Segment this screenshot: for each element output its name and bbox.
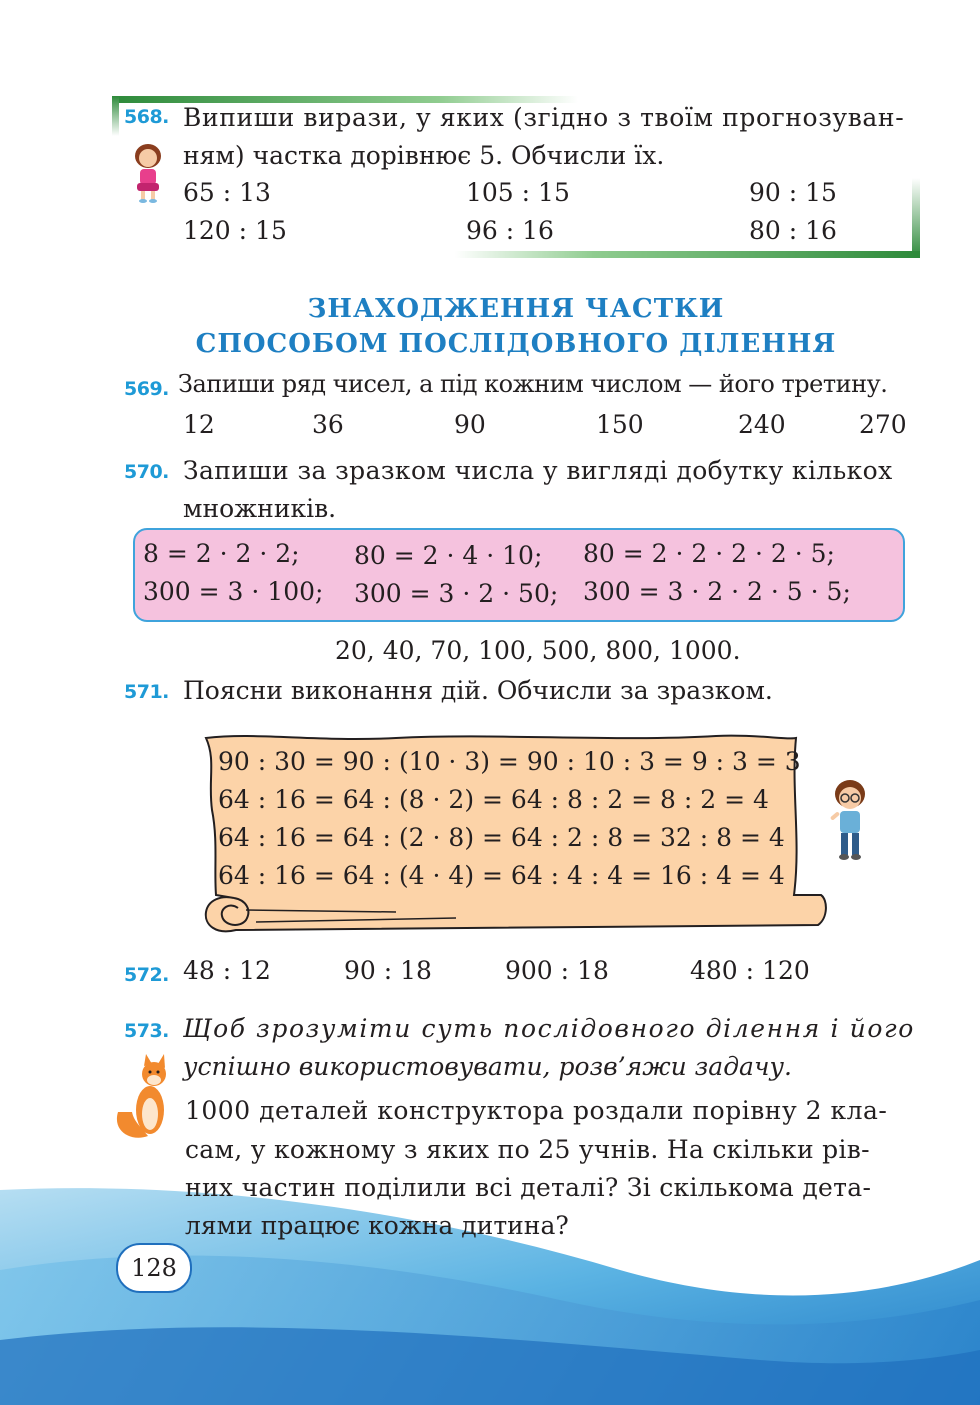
expr-568-r1c2: 105 : 15 <box>466 178 570 207</box>
expr-572-3: 900 : 18 <box>505 956 609 985</box>
exercise-number-570: 570. <box>124 461 169 483</box>
exercise-568-line2: ням) частка дорівнює 5. Обчисли їх. <box>183 141 665 170</box>
exercise-573-problem-line2: сам, у кожному з яких по 25 учнів. На скільки рів- <box>185 1135 870 1164</box>
exercise-number-568: 568. <box>124 106 169 128</box>
scroll-line-4: 64 : 16 = 64 : (4 · 4) = 64 : 4 : 4 = 16 : 4 = 4 <box>218 861 785 890</box>
exercise-573-problem-line1: 1000 деталей конструктора роздали порівну 2 кла- <box>185 1096 888 1125</box>
expr-572-2: 90 : 18 <box>344 956 432 985</box>
section-title-line1: ЗНАХОДЖЕННЯ ЧАСТКИ <box>307 294 725 324</box>
exercise-frame-right <box>912 178 920 258</box>
page-number: 128 <box>131 1254 177 1282</box>
expr-568-r2c3: 80 : 16 <box>749 216 837 245</box>
exercise-569-text: Запиши ряд чисел, а під кожним числом — його третину. <box>178 370 888 398</box>
example-r1c3: 80 = 2 · 2 · 2 · 2 · 5; <box>583 539 835 568</box>
example-r1c2: 80 = 2 · 4 · 10; <box>354 541 543 570</box>
exercise-number-572: 572. <box>124 964 169 986</box>
scroll-line-3: 64 : 16 = 64 : (2 · 8) = 64 : 2 : 8 = 32 : 8 = 4 <box>218 823 785 852</box>
expr-568-r1c1: 65 : 13 <box>183 178 271 207</box>
fox-character-icon <box>112 1052 176 1140</box>
girl-character-icon <box>128 142 168 204</box>
section-title-line2: СПОСОБОМ ПОСЛІДОВНОГО ДІЛЕННЯ <box>195 329 837 359</box>
expr-568-r2c2: 96 : 16 <box>466 216 554 245</box>
expr-568-r2c1: 120 : 15 <box>183 216 287 245</box>
number-569-1: 12 <box>183 410 215 439</box>
boy-character-icon <box>826 778 872 862</box>
exercise-573-italic-line1: Щоб зрозуміти суть послідовного ділення і його <box>183 1014 915 1043</box>
page-number-badge <box>116 1243 192 1293</box>
exercise-570-numbers: 20, 40, 70, 100, 500, 800, 1000. <box>335 636 741 665</box>
exercise-570-line1: Запиши за зразком числа у вигляді добутку кількох <box>183 456 893 485</box>
example-r2c1: 300 = 3 · 100; <box>143 577 324 606</box>
scroll-line-2: 64 : 16 = 64 : (8 · 2) = 64 : 8 : 2 = 8 : 2 = 4 <box>218 785 769 814</box>
exercise-number-571: 571. <box>124 681 169 703</box>
number-569-3: 90 <box>454 410 486 439</box>
exercise-570-line2: множників. <box>183 494 337 523</box>
exercise-571-text: Поясни виконання дій. Обчисли за зразком. <box>183 676 773 705</box>
exercise-number-573: 573. <box>124 1020 169 1042</box>
exercise-573-problem-line4: лями працює кожна дитина? <box>185 1211 569 1240</box>
number-569-4: 150 <box>596 410 644 439</box>
exercise-number-569: 569. <box>124 378 169 400</box>
example-r1c1: 8 = 2 · 2 · 2; <box>143 539 300 568</box>
example-r2c3: 300 = 3 · 2 · 2 · 5 · 5; <box>583 577 851 606</box>
scroll-line-1: 90 : 30 = 90 : (10 · 3) = 90 : 10 : 3 = 9 : 3 = 3 <box>218 747 801 776</box>
exercise-568-line1: Випиши вирази, у яких (згідно з твоїм прогнозуван- <box>183 103 905 132</box>
exercise-frame-left <box>112 96 119 136</box>
exercise-573-problem-line3: них частин поділили всі деталі? Зі скількома дета- <box>185 1173 872 1202</box>
example-r2c2: 300 = 3 · 2 · 50; <box>354 579 559 608</box>
number-569-6: 270 <box>859 410 907 439</box>
exercise-frame-bottom <box>455 251 920 258</box>
exercise-573-italic-line2: успішно використовувати, розв’яжи задачу. <box>183 1052 792 1081</box>
expr-572-1: 48 : 12 <box>183 956 271 985</box>
expr-572-4: 480 : 120 <box>690 956 810 985</box>
number-569-5: 240 <box>738 410 786 439</box>
number-569-2: 36 <box>312 410 344 439</box>
expr-568-r1c3: 90 : 15 <box>749 178 837 207</box>
